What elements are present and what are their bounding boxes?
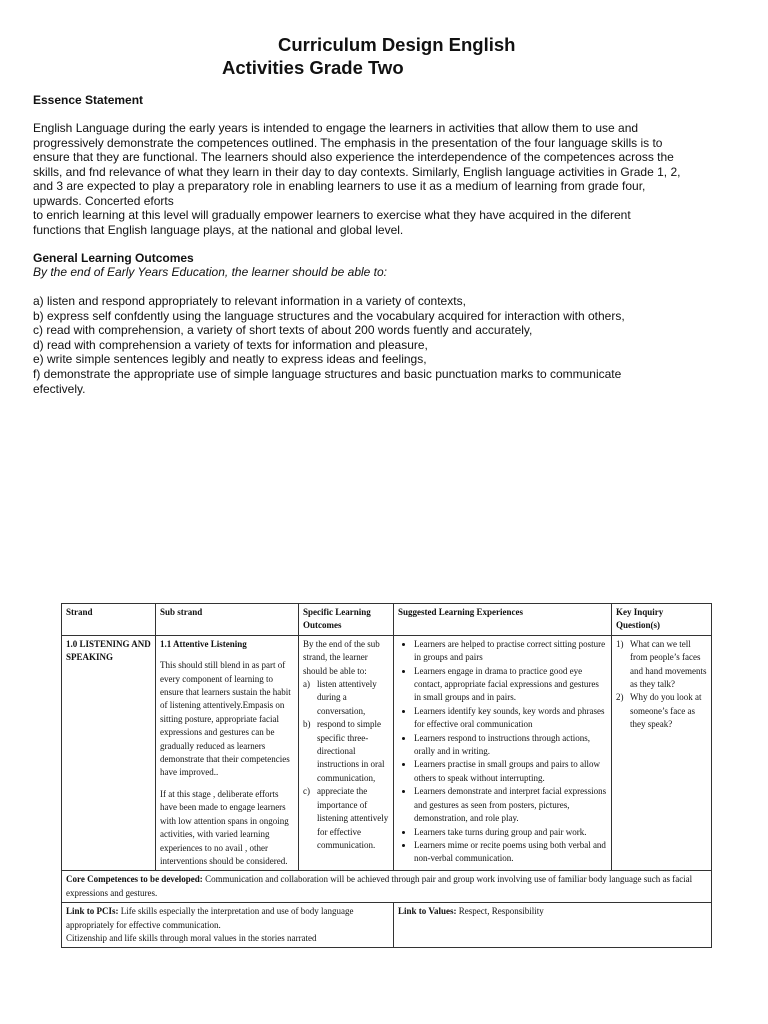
- table-row: [62, 635, 712, 871]
- list-item: 2) Why do you look at someone’s face as they speak?: [616, 692, 702, 730]
- list-item: 1) What can we tell from people’s faces and hand movements as they talk?: [616, 638, 707, 690]
- list-item: • Learners demonstrate and interpret facial expressions and gestures as seen from posters, pictures, demonstration, and role play.: [414, 785, 607, 825]
- essence-line: ensure that they are functional. The learners should also experience the interdependence of the competences across the: [33, 150, 674, 164]
- list-item: • Learners identify key sounds, key words and phrases for effective oral communication: [414, 705, 607, 732]
- pci-text: Life skills especially the interpretation and use of body language appropriately for effective communication.: [66, 906, 354, 930]
- header-inquiry-questions: [612, 604, 712, 636]
- core-competences-text: Communication and collaboration will be achieved through pair and group work involving use of familiar body language such as facial expressions and gestures.: [66, 874, 693, 898]
- learning-outcomes-list: [33, 294, 713, 396]
- document-title-line1: Curriculum Design English: [278, 34, 516, 55]
- sub-strand-paragraph: This should still blend in as part of every component of learning to ensure that learners sustain the habit of listening attentively.Empasis on sitting posture, appropriate facial expressions and gestures can be gradually reduced as learners demonstrate that their competencies have improved..: [160, 660, 291, 778]
- outcome-item: a) listen and respond appropriately to relevant information in a variety of contexts,: [33, 294, 466, 308]
- document-title-line2: Activities Grade Two: [222, 57, 404, 78]
- sub-strand-title: 1.1 Attentive Listening: [160, 638, 247, 649]
- curriculum-table: [61, 603, 712, 948]
- outcome-item: efectively.: [33, 381, 86, 396]
- outcome-item: f) demonstrate the appropriate use of simple language structures and basic punctuation marks to communicate: [33, 366, 622, 381]
- table-row: [62, 871, 712, 903]
- essence-line: to enrich learning at this level will gradually empower learners to exercise what they have acquired in the diferent: [33, 208, 631, 222]
- list-item: • Learners mime or recite poems using both verbal and non-verbal communication.: [414, 839, 607, 866]
- sub-strand-paragraph: If at this stage , deliberate efforts have been made to engage learners with low attention spans in ongoing activities, with varied learning experiences to no avail , other interventions should be considered.: [160, 788, 289, 866]
- pci-cell: [62, 903, 394, 948]
- essence-line: skills, and fnd relevance of what they learn in their day to day contexts. Similarly, English language activities in Grade 1, 2,: [33, 164, 681, 179]
- header-specific-outcomes-line2: Outcomes: [303, 620, 342, 631]
- essence-line: and 3 are expected to play a preparatory role in enabling learners to use it as a medium of learning from grade four,: [33, 179, 646, 193]
- pci-extra-text: Citizenship and life skills through moral values in the stories narrated: [66, 932, 317, 943]
- core-competences-label: Core Competences to be developed:: [66, 874, 203, 885]
- essence-line: English Language during the early years is intended to engage the learners in activities that allow them to use and: [33, 121, 639, 135]
- list-item: a) listen attentively during a conversation,: [303, 679, 377, 716]
- list-item: • Learners respond to instructions through actions, orally and in writing.: [414, 732, 607, 759]
- learning-experiences-cell: [394, 635, 612, 871]
- specific-outcomes-list: [303, 678, 389, 852]
- list-item: • Learners practise in small groups and pairs to allow others to speak without interrupting.: [414, 758, 607, 785]
- values-label: Link to Values:: [398, 906, 457, 917]
- list-item: b) respond to simple specific three-directional instructions in oral communication,: [303, 719, 385, 783]
- header-specific-outcomes: [299, 604, 394, 636]
- essence-line: upwards. Concerted eforts: [33, 193, 174, 208]
- header-sub-strand: Sub strand: [156, 604, 299, 636]
- essence-line: progressively demonstrate the competences outlined. The emphasis in the presentation of the four language skills is to: [33, 135, 663, 150]
- learning-outcomes-heading: General Learning Outcomes: [33, 251, 194, 265]
- inquiry-questions-cell: [612, 635, 712, 871]
- list-item: c) appreciate the importance of listening attentively for effective communication.: [303, 786, 389, 850]
- outcome-item: b) express self confdently using the language structures and the vocabulary acquired for interaction with others,: [33, 308, 625, 323]
- outcome-item: d) read with comprehension a variety of texts for information and pleasure,: [33, 337, 428, 352]
- essence-paragraph: [33, 121, 713, 237]
- learning-outcomes-intro: By the end of Early Years Education, the learner should be able to:: [33, 265, 388, 279]
- values-cell: [394, 903, 712, 948]
- header-inquiry-line1: Key Inquiry: [616, 607, 664, 617]
- strand-cell: 1.0 LISTENING AND SPEAKING: [62, 635, 156, 871]
- list-item: • Learners are helped to practise correct sitting posture in groups and pairs: [414, 638, 607, 665]
- header-strand: Strand: [62, 604, 156, 636]
- values-text: Respect, Responsibility: [456, 906, 544, 917]
- specific-outcomes-intro: By the end of the sub strand, the learner should be able to:: [303, 638, 380, 676]
- outcome-item: e) write simple sentences legibly and neatly to express ideas and feelings,: [33, 352, 427, 367]
- essence-line: functions that English language plays, at the national and global level.: [33, 222, 404, 237]
- essence-heading: Essence Statement: [33, 93, 144, 107]
- specific-outcomes-cell: [299, 635, 394, 871]
- outcome-item: c) read with comprehension, a variety of short texts of about 200 words fuently and accurately,: [33, 323, 533, 338]
- inquiry-questions-list: [616, 638, 707, 732]
- list-item: • Learners take turns during group and pair work.: [414, 826, 607, 839]
- sub-strand-cell: [156, 635, 299, 871]
- list-item: • Learners engage in drama to practice good eye contact, appropriate facial expressions and gestures in small groups and in pairs.: [414, 665, 607, 705]
- table-header-row: [62, 604, 712, 636]
- header-inquiry-line2: Question(s): [616, 620, 661, 631]
- header-learning-experiences: Suggested Learning Experiences: [394, 604, 612, 636]
- table-row: [62, 903, 712, 948]
- learning-experiences-list: [398, 638, 607, 866]
- header-specific-outcomes-line1: Specific Learning: [303, 607, 371, 617]
- core-competences-cell: [62, 871, 712, 903]
- pci-label: Link to PCIs:: [66, 906, 119, 917]
